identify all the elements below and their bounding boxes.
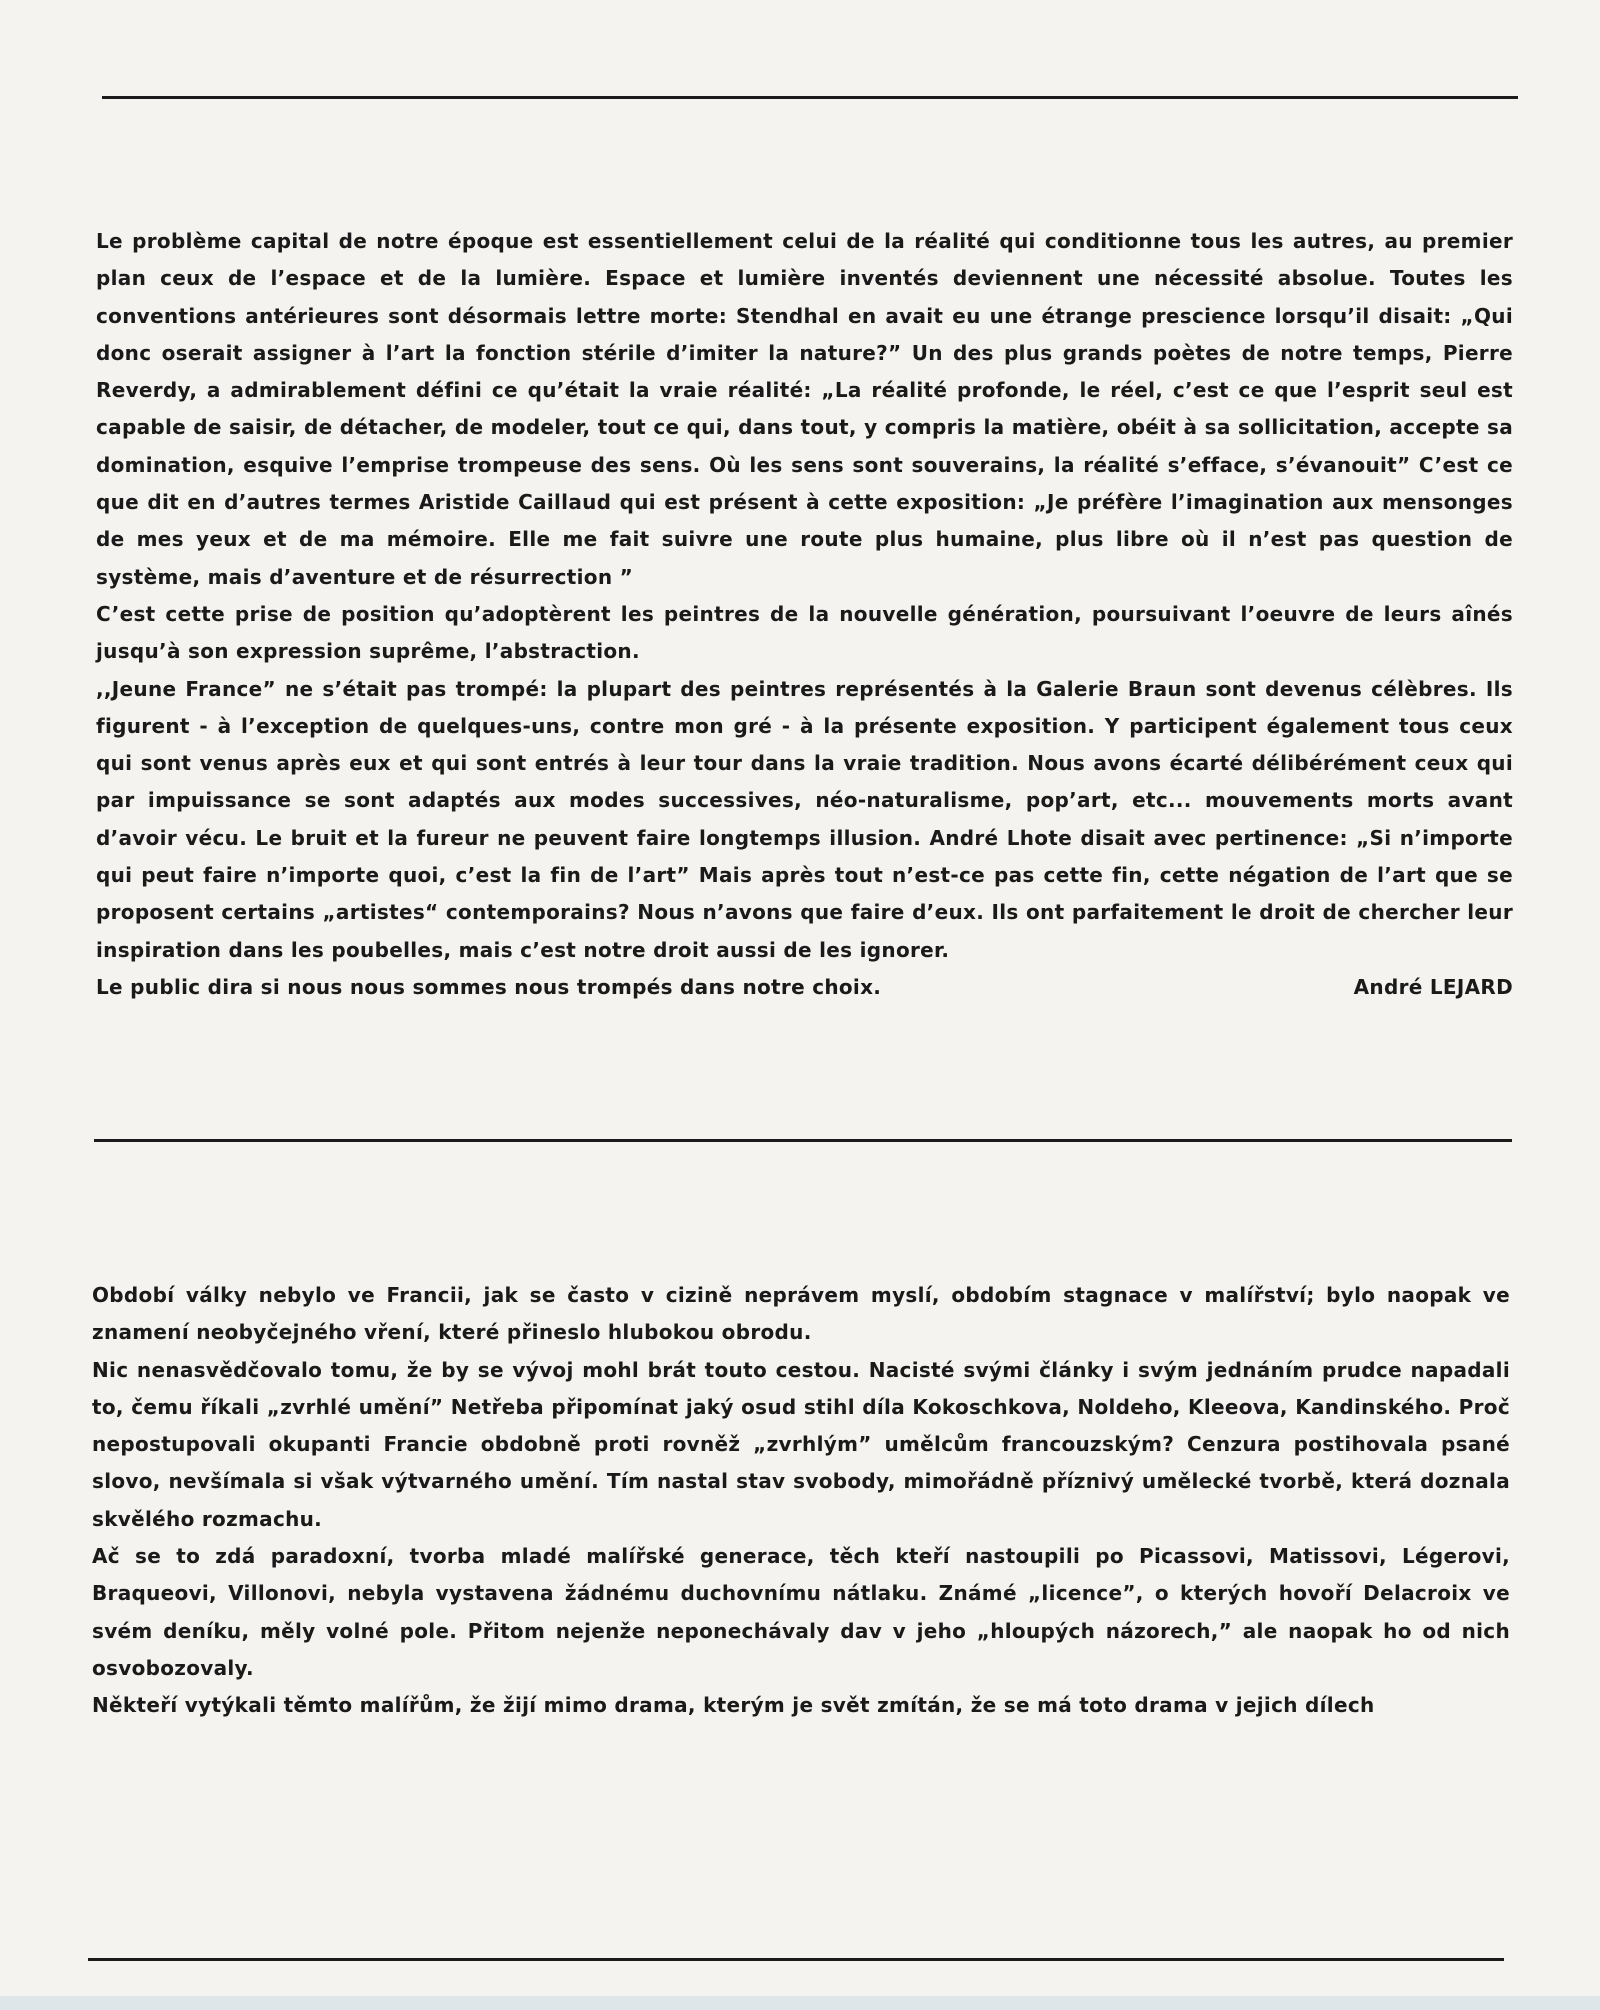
french-essay (96, 223, 1513, 1006)
czech-paragraph-1: Období války nebylo ve Francii, jak se často v cizině neprávem myslí, obdobím stagnace v malířství; bylo naopak ve znamení neobyčejného vření, které přineslo hlubokou obrodu. (92, 1283, 1510, 1345)
czech-essay (92, 1277, 1510, 1725)
french-closing-row (96, 969, 1513, 1006)
french-paragraph-2: C’est cette prise de position qu’adoptèrent les peintres de la nouvelle génération, poursuivant l’oeuvre de leurs aînés jusqu’à son expression suprême, l’abstraction. (96, 601, 1513, 664)
french-paragraph-3: ,,Jeune France” ne s’était pas trompé: la plupart des peintres représentés à la Galerie Braun sont devenus célèbres. Ils figurent - à l’exception de quelques-uns, contre mon gré - à la présente exposition. Y participent également tous ceux qui sont venus après eux et qui sont entrés à leur tour dans la vraie tradition. Nous avons écarté délibérément ceux qui par impuissance se sont adaptés aux modes successives, néo-naturalisme, pop’art, etc... mouvements morts avant d’avoir vécu. Le bruit et la fureur ne peuvent faire longtemps illusion. André Lhote disait avec pertinence: „Si n’importe qui peut faire n’importe quoi, c’est la fin de l’art” Mais après tout n’est-ce pas cette fin, cette négation de l’art que se proposent certains „artistes“ contemporains? Nous n’avons que faire d’eux. Ils ont parfaitement le droit de chercher leur inspiration dans les poubelles, mais c’est notre droit aussi de les ignorer. (96, 676, 1513, 962)
french-paragraph-1: Le problème capital de notre époque est essentiellement celui de la réalité qui conditionne tous les autres, au premier plan ceux de l’espace et de la lumière. Espace et lumière inventés deviennent une nécessité absolue. Toutes les conventions antérieures sont désormais lettre morte: Stendhal en avait eu une étrange prescience lorsqu’il disait: „Qui donc oserait assigner à l’art la fonction stérile d’imiter la nature?” Un des plus grands poètes de notre temps, Pierre Reverdy, a admirablement défini ce qu’était la vraie réalité: „La réalité profonde, le réel, c’est ce que l’esprit seul est capable de saisir, de détacher, de modeler, tout ce qui, dans tout, y compris la matière, obéit à sa sollicitation, accepte sa domination, esquive l’emprise trompeuse des sens. Où les sens sont souverains, la réalité s’efface, s’évanouit” C’est ce que dit en d’autres termes Aristide Caillaud qui est présent à cette exposition: „Je préfère l’imagination aux mensonges de mes yeux et de ma mémoire. Elle me fait suivre une route plus humaine, plus libre où il n’est pas question de système, mais d’aventure et de résurrection ” (96, 229, 1513, 589)
middle-divider (94, 1139, 1512, 1142)
author-signature: André LEJARD (1353, 974, 1513, 999)
czech-paragraph-4: Někteří vytýkali těmto malířům, že žijí mimo drama, kterým je svět zmítán, že se má toto drama v jejich dílech (92, 1693, 1375, 1718)
czech-paragraph-3: Ač se to zdá paradoxní, tvorba mladé malířské generace, těch kteří nastoupili po Picassovi, Matissovi, Légerovi, Braqueovi, Villonovi, nebyla vystavena žádnému duchovnímu nátlaku. Známé „licence”, o kterých hovoří Delacroix ve svém deníku, měly volné pole. Přitom nejenže neponechávaly dav v jeho „hloupých názorech,” ale naopak ho od nich osvobozovaly. (92, 1544, 1510, 1680)
scan-edge (0, 1996, 1600, 2010)
bottom-divider (88, 1958, 1504, 1961)
czech-paragraph-2: Nic nenasvědčovalo tomu, že by se vývoj mohl brát touto cestou. Nacisté svými články i svým jednáním prudce napadali to, čemu říkali „zvrhlé umění” Netřeba připomínat jaký osud stihl díla Kokoschkova, Noldeho, Kleeova, Kandinského. Proč nepostupovali okupanti Francie obdobně proti rovněž „zvrhlým” umělcům francouzským? Cenzura postihovala psané slovo, nevšímala si však výtvarného umění. Tím nastal stav svobody, mimořádně příznivý umělecké tvorbě, která doznala skvělého rozmachu. (92, 1357, 1510, 1531)
top-divider (102, 96, 1518, 99)
french-closing-line: Le public dira si nous nous sommes nous trompés dans notre choix. (96, 974, 882, 999)
